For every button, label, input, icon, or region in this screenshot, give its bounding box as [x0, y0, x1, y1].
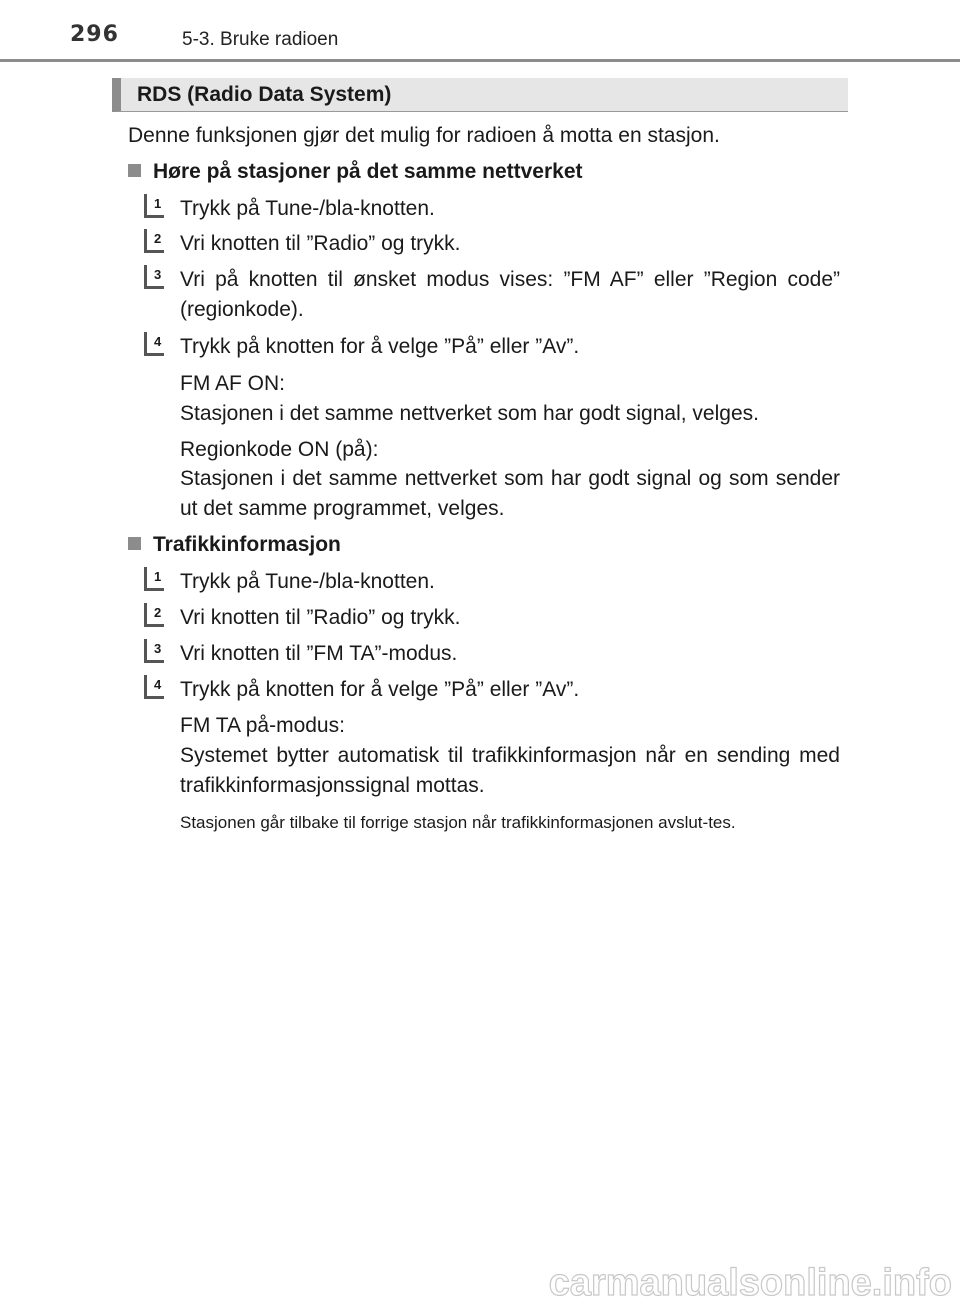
subheading-traffic-label: Trafikkinformasjon: [153, 533, 341, 556]
step-marker: 3: [144, 639, 164, 663]
step-marker: 4: [144, 675, 164, 699]
square-bullet-icon: [128, 164, 141, 177]
step-text: Trykk på Tune-/bla-knotten.: [180, 570, 435, 593]
step-marker: 1: [144, 567, 164, 591]
step-text: Vri knotten til ”FM TA”-modus.: [180, 642, 458, 665]
subheading-traffic: [128, 530, 341, 560]
step-text: Vri knotten til ”Radio” og trykk.: [180, 606, 461, 629]
step-marker: 3: [144, 265, 164, 289]
step-marker: 2: [144, 603, 164, 627]
svg-text:carmanualsonline.info: carmanualsonline.info: [548, 1262, 952, 1304]
header-divider: [0, 59, 960, 62]
step-marker: 4: [144, 332, 164, 356]
step-text: Vri på knotten til ønsket modus vises: ”FM AF” eller ”Region code” (regionkode).: [180, 268, 840, 321]
step-marker: 2: [144, 229, 164, 253]
step-text: Trykk på Tune-/bla-knotten.: [180, 197, 435, 220]
section-heading-bar: [112, 78, 848, 112]
fm-ta-label: FM TA på-modus:: [180, 714, 345, 737]
region-code-description: Stasjonen i det samme nettverket som har godt signal og som sender ut det samme programmet, velges.: [180, 467, 840, 520]
step-text: Vri knotten til ”Radio” og trykk.: [180, 232, 461, 255]
fm-af-label: FM AF ON:: [180, 372, 285, 395]
subheading-network-label: Høre på stasjoner på det samme nettverket: [153, 160, 583, 183]
step-text: Trykk på knotten for å velge ”På” eller ”Av”.: [180, 335, 580, 358]
watermark-text: [320, 1255, 960, 1305]
section-title: RDS (Radio Data System): [137, 83, 392, 106]
fm-af-description: Stasjonen i det samme nettverket som har godt signal, velges.: [180, 402, 759, 425]
square-bullet-icon: [128, 537, 141, 550]
chapter-title: 5-3. Bruke radioen: [182, 29, 339, 50]
page-number: 296: [70, 22, 119, 47]
watermark: [320, 1255, 960, 1305]
step-marker: 1: [144, 194, 164, 218]
intro-text: Denne funksjonen gjør det mulig for radioen å motta en stasjon.: [128, 124, 720, 147]
fm-ta-description: Systemet bytter automatisk til trafikkinformasjon når en sending med trafikkinformasjonssignal mottas.: [180, 744, 840, 797]
step-text: Trykk på knotten for å velge ”På” eller ”Av”.: [180, 678, 580, 701]
region-code-label: Regionkode ON (på):: [180, 438, 379, 461]
traffic-note: Stasjonen går tilbake til forrige stasjon når trafikkinformasjonen avslut-tes.: [180, 813, 736, 832]
page-header: [0, 0, 960, 62]
subheading-network: [128, 157, 583, 187]
